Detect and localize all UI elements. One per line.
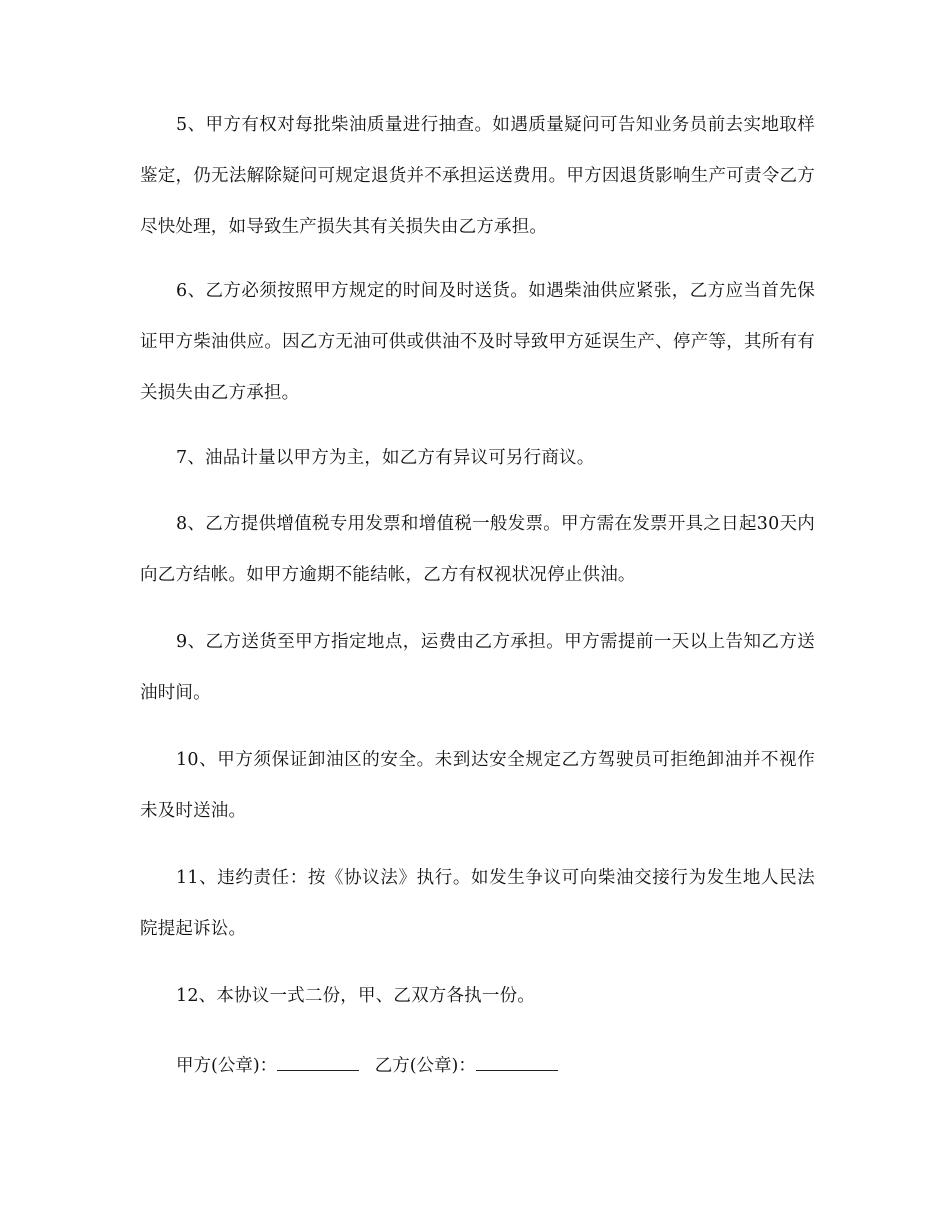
clause-11: 11、违约责任：按《协议法》执行。如发生争议可向柴油交接行为发生地人民法院提起诉讼。 [140,868,815,939]
party-b-seal-label: 乙方(公章)： [374,1056,476,1076]
clause-9: 9、乙方送货至甲方指定地点，运费由乙方承担。甲方需提前一天以上告知乙方送油时间。 [140,632,815,703]
clause-6: 6、乙方必须按照甲方规定的时间及时送货。如遇柴油供应紧张，乙方应当首先保证甲方柴油供应。因乙方无油可供或供油不及时导致甲方延误生产、停产等，其所有有关损失由乙方承担。 [140,281,815,403]
signature-row [176,1041,568,1092]
clause-12: 12、本协议一式二份，甲、乙双方各执一份。 [176,986,535,1006]
party-b-signature-line [476,1056,558,1071]
clause-8: 8、乙方提供增值税专用发票和增值税一般发票。甲方需在发票开具之日起30天内向乙方结帐。如甲方逾期不能结帐，乙方有权视状况停止供油。 [140,514,815,585]
party-a-seal-label: 甲方(公章)： [176,1056,278,1076]
clause-10: 10、甲方须保证卸油区的安全。未到达安全规定乙方驾驶员可拒绝卸油并不视作未及时送油。 [140,750,815,821]
party-a-signature-line [277,1056,359,1071]
clause-5: 5、甲方有权对每批柴油质量进行抽查。如遇质量疑问可告知业务员前去实地取样鉴定，仍无法解除疑问可规定退货并不承担运送费用。甲方因退货影响生产可责令乙方尽快处理，如导致生产损失其有关损失由乙方承担。 [140,115,815,237]
clause-7: 7、油品计量以甲方为主，如乙方有异议可另行商议。 [176,448,595,468]
